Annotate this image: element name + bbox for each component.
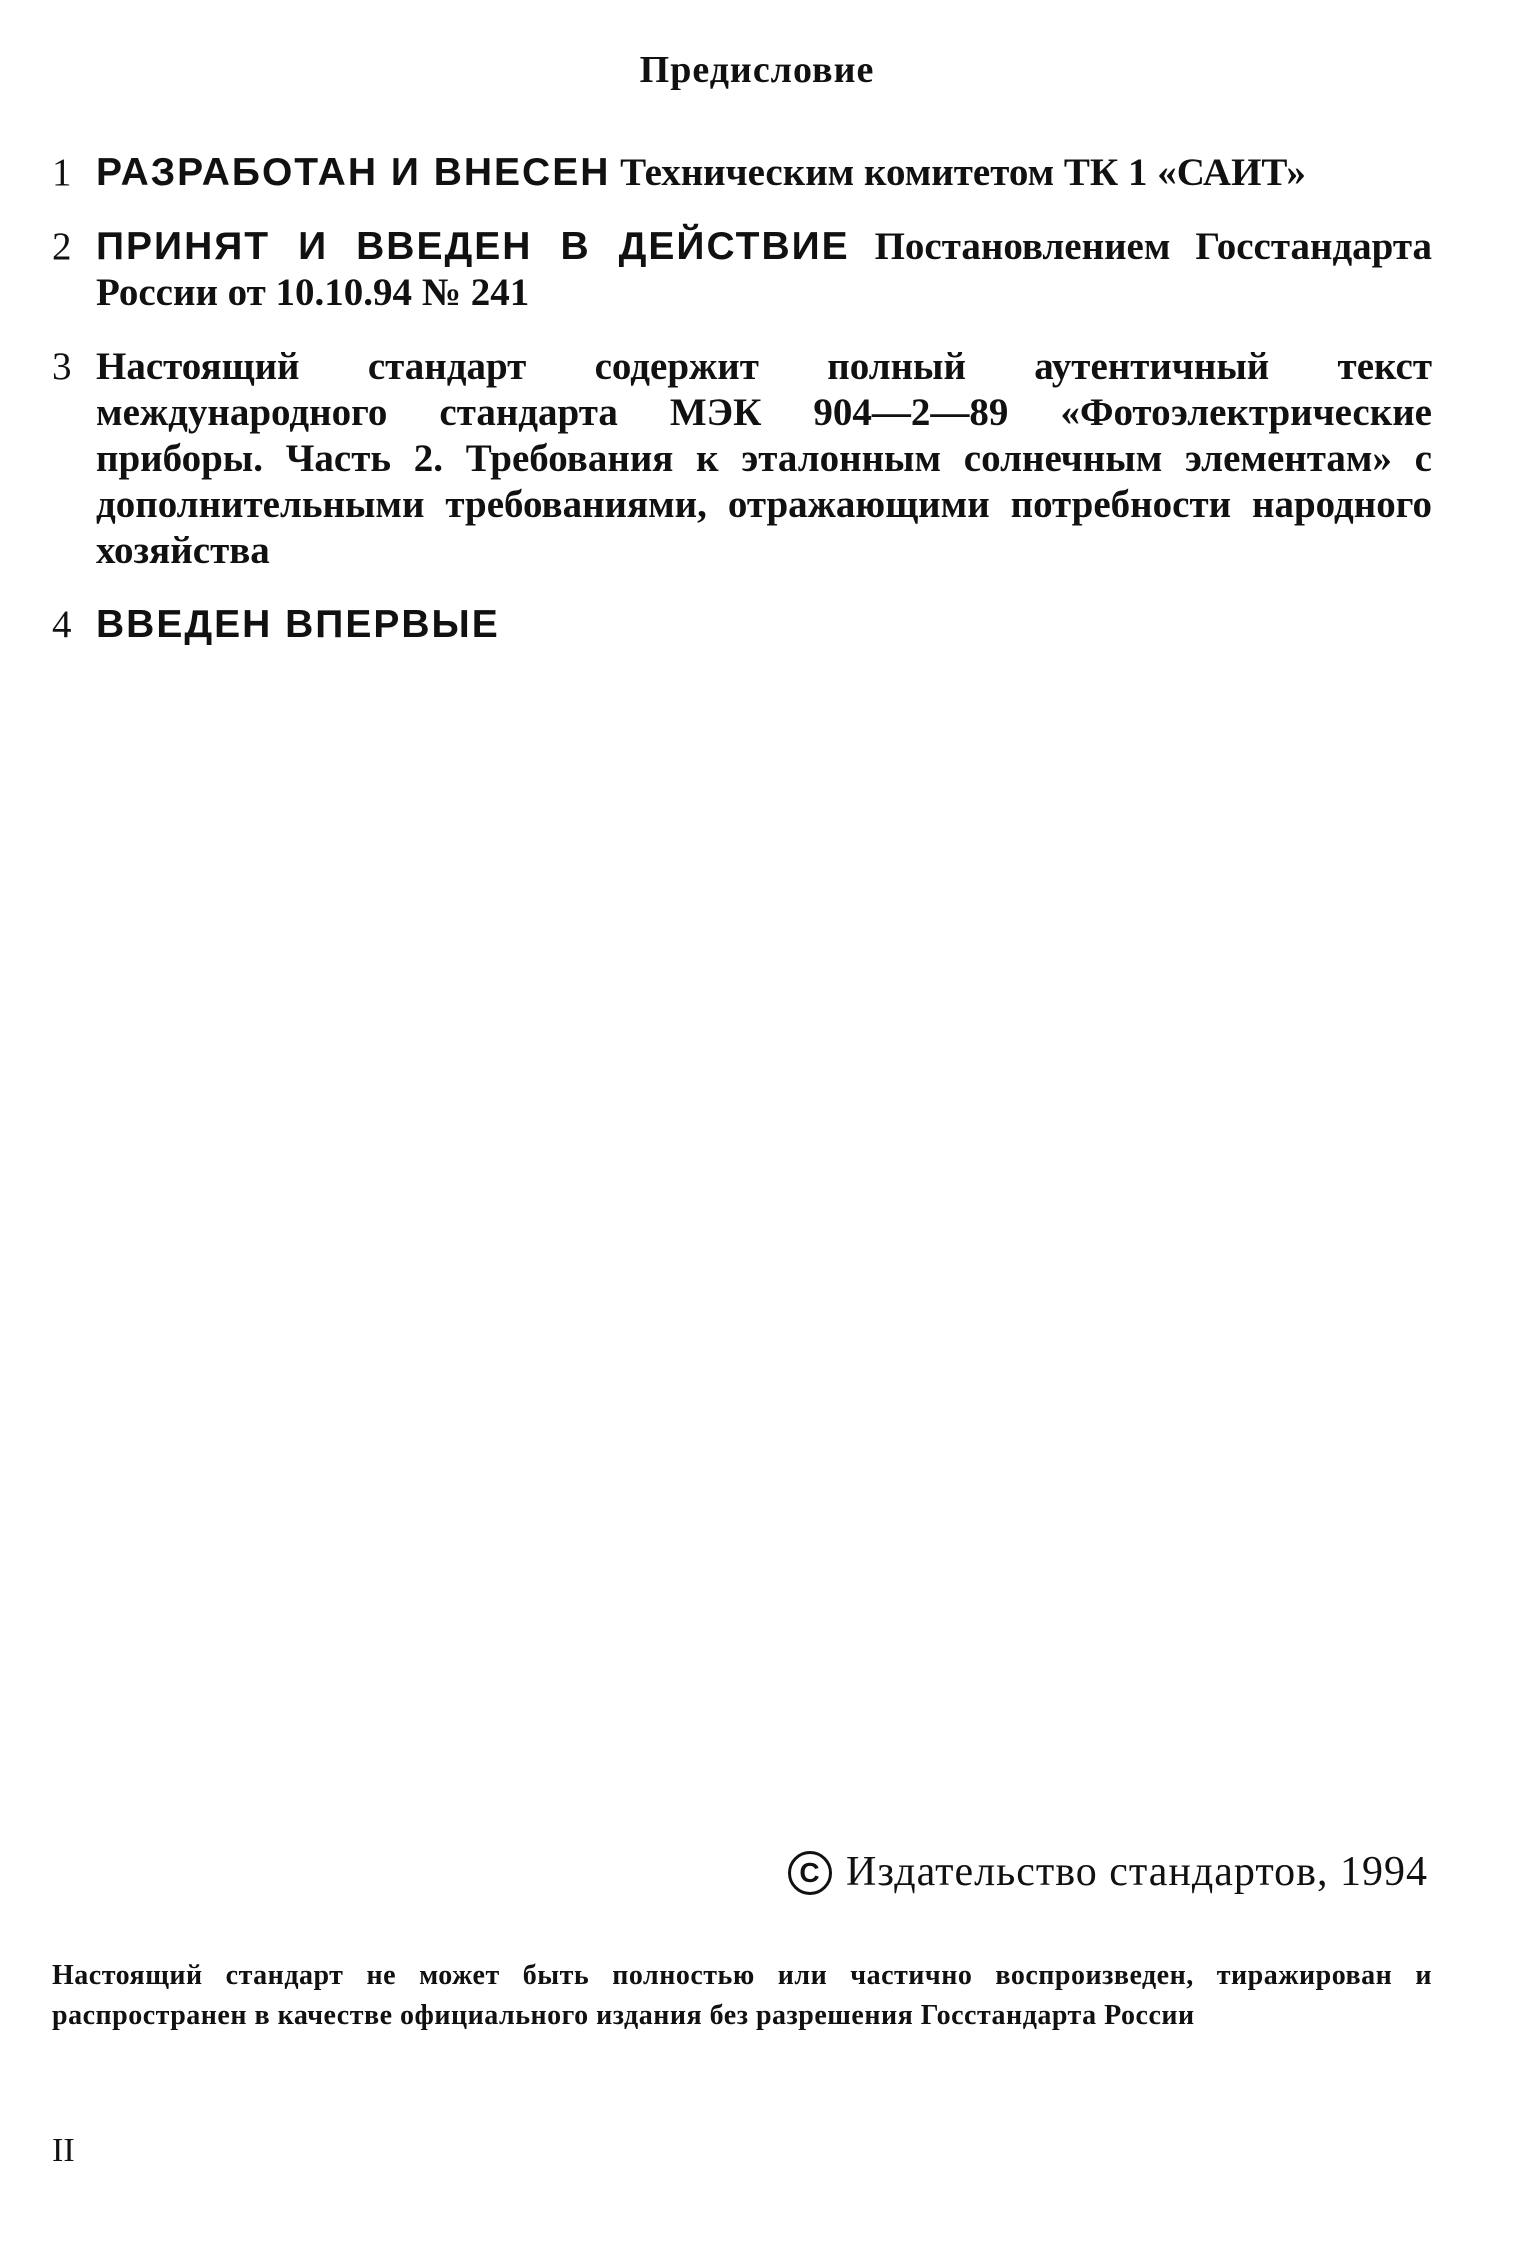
item-text: Техническим комитетом ТК 1 «САИТ»: [610, 151, 1306, 194]
item-lead: ВВЕДЕН ВПЕРВЫЕ: [96, 603, 500, 646]
item-text: Постановлением Госстандарта России от 10.10.94 № 241: [96, 225, 1432, 314]
item-number: 2: [52, 225, 72, 268]
page-number: II: [52, 2132, 75, 2169]
item-number: 1: [52, 151, 72, 194]
item-number: 3: [52, 345, 72, 388]
copyright-text: Издательство стандартов, 1994: [846, 1849, 1428, 1895]
item-lead: ПРИНЯТ И ВВЕДЕН В ДЕЙСТВИЕ: [96, 225, 850, 268]
foreword-item-4: [52, 602, 1432, 648]
page-heading: Предисловие: [639, 49, 875, 91]
copyright-icon: C: [788, 1851, 832, 1895]
item-lead: РАЗРАБОТАН И ВНЕСЕН: [96, 151, 611, 194]
reproduction-notice: Настоящий стандарт не может быть полностью или частично воспроизведен, тиражирован и распространен в качестве официального издания без разрешения Госстандарта России: [52, 1960, 1432, 2031]
foreword-list: [52, 150, 1432, 676]
foreword-item-3: [52, 344, 1432, 574]
copyright-line: [788, 1848, 1428, 1896]
foreword-item-1: [52, 150, 1432, 196]
item-number: 4: [52, 603, 72, 646]
foreword-item-2: [52, 224, 1432, 316]
item-text: Настоящий стандарт содержит полный аутентичный текст международного стандарта МЭК 904—2—89 «Фотоэлектрические приборы. Часть 2. Требования к эталонным солнечным элементам» с дополнительными требованиями, отражающими потребности народного хозяйства: [96, 345, 1432, 572]
